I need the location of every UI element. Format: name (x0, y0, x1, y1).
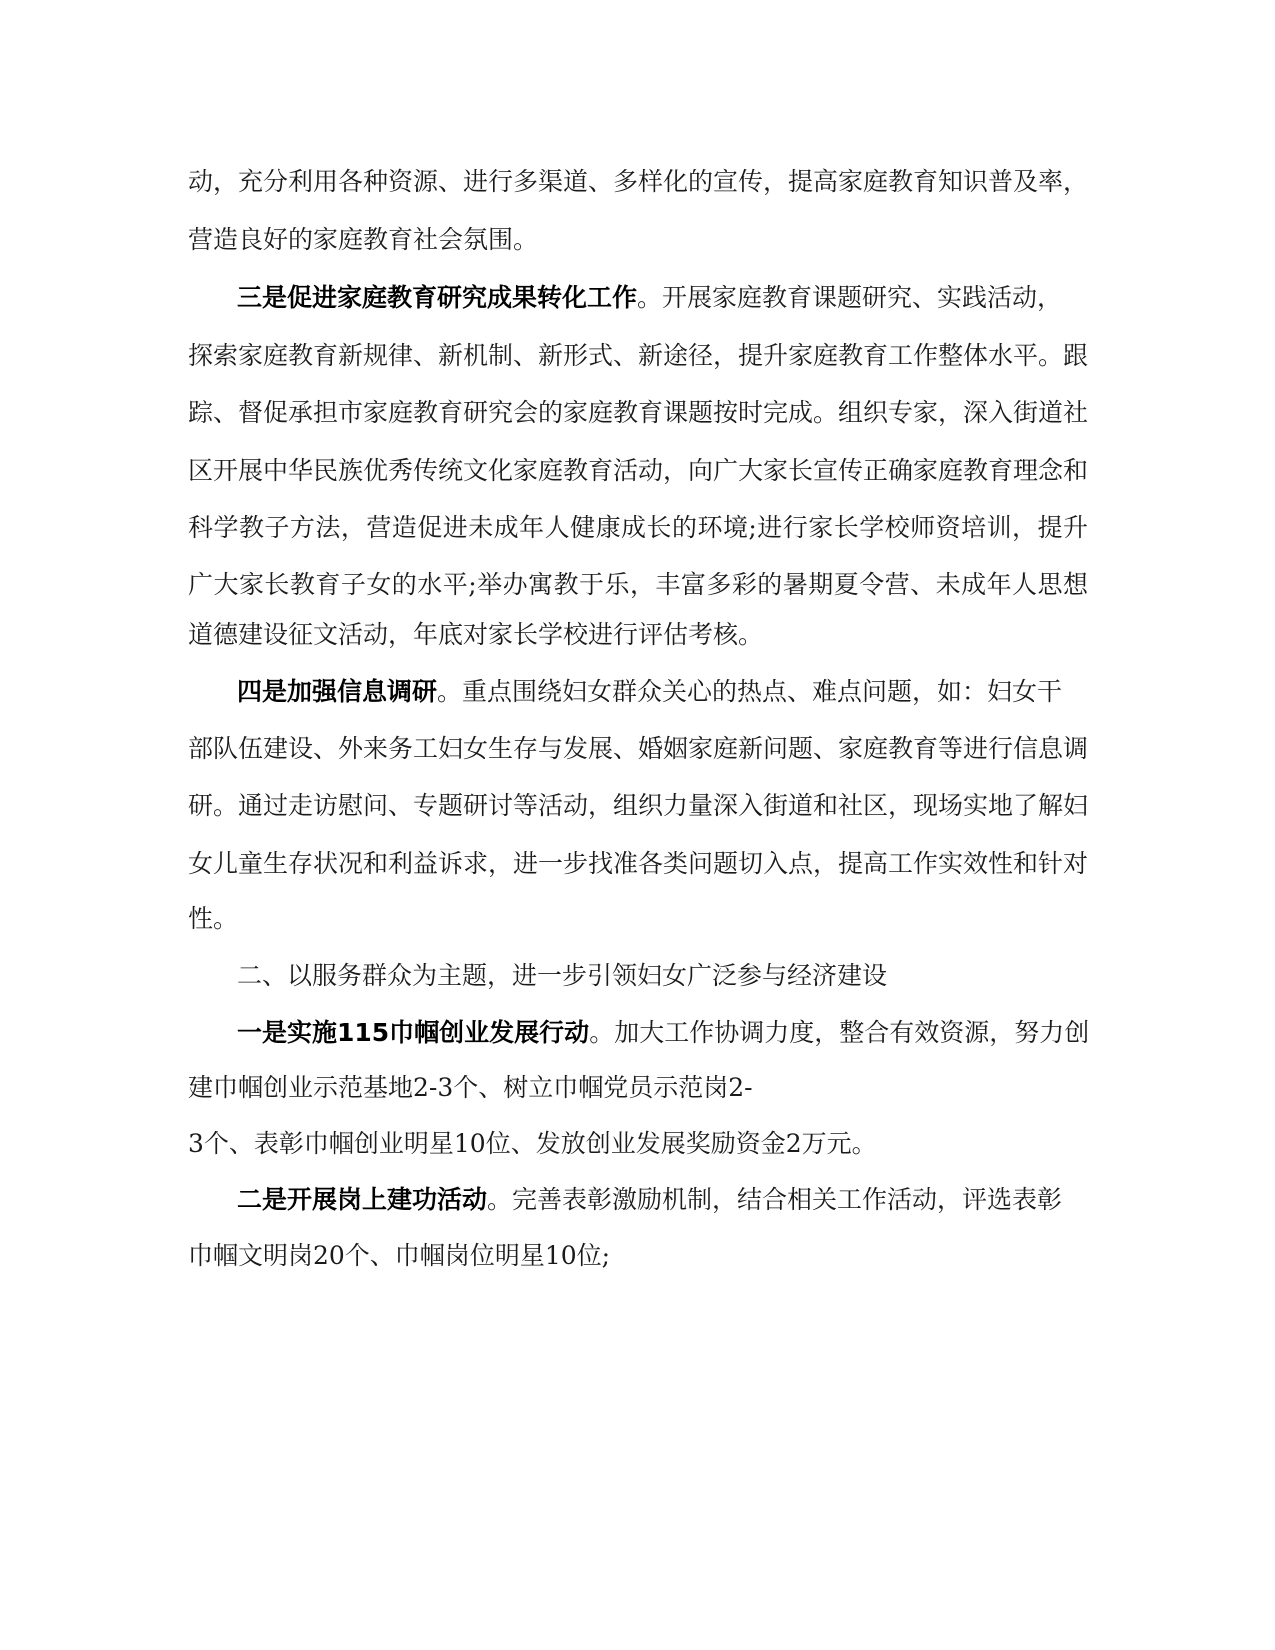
paragraph-heading: 二是开展岗上建功活动 (237, 1185, 488, 1214)
paragraph-line: 女儿童生存状况和利益诉求，进一步找准各类问题切入点，提高工作实效性和针对 (188, 849, 1089, 878)
paragraph-heading: 三是促进家庭教育研究成果转化工作 (237, 283, 638, 312)
paragraph-first-line (237, 662, 1137, 722)
paragraph-line: 部队伍建设、外来务工妇女生存与发展、婚姻家庭新问题、家庭教育等进行信息调 (188, 734, 1089, 763)
paragraph-text: 。加大工作协调力度，整合有效资源，努力创 (589, 1018, 1090, 1047)
paragraph-heading: 四是加强信息调研 (237, 677, 438, 706)
paragraph-text: 。开展家庭教育课题研究、实践活动， (637, 283, 1063, 312)
section-title: 二、以服务群众为主题，进一步引领妇女广泛参与经济建设 (237, 961, 888, 990)
paragraph-text: 。重点围绕妇女群众关心的热点、难点问题，如：妇女干 (437, 677, 1063, 706)
paragraph-line: 建巾帼创业示范基地2-3个、树立巾帼党员示范岗2- (188, 1073, 753, 1102)
paragraph-line: 道德建设征文活动，年底对家长学校进行评估考核。 (188, 620, 764, 649)
paragraph-first-line (237, 1003, 1137, 1063)
paragraph-first-line (237, 268, 1137, 328)
paragraph-line: 区开展中华民族优秀传统文化家庭教育活动，向广大家长宣传正确家庭教育理念和 (188, 456, 1089, 485)
paragraph-line: 研。通过走访慰问、专题研讨等活动，组织力量深入街道和社区，现场实地了解妇 (188, 791, 1089, 820)
paragraph-line: 性。 (188, 904, 239, 933)
paragraph-line: 探索家庭教育新规律、新机制、新形式、新途径，提升家庭教育工作整体水平。跟 (188, 341, 1089, 370)
paragraph-first-line (237, 1170, 1137, 1230)
paragraph-line: 广大家长教育子女的水平;举办寓教于乐，丰富多彩的暑期夏令营、未成年人思想 (188, 570, 1088, 599)
paragraph-line: 科学教子方法，营造促进未成年人健康成长的环境;进行家长学校师资培训，提升 (188, 513, 1088, 542)
paragraph-heading: 一是实施115巾帼创业发展行动 (237, 1018, 590, 1047)
paragraph-line: 营造良好的家庭教育社会氛围。 (188, 225, 539, 254)
paragraph-line: 巾帼文明岗20个、巾帼岗位明星10位; (188, 1241, 611, 1270)
paragraph-line: 踪、督促承担市家庭教育研究会的家庭教育课题按时完成。组织专家，深入街道社 (188, 398, 1089, 427)
paragraph-line: 3个、表彰巾帼创业明星10位、发放创业发展奖励资金2万元。 (188, 1129, 877, 1158)
paragraph-line: 动，充分利用各种资源、进行多渠道、多样化的宣传，提高家庭教育知识普及率， (188, 167, 1089, 196)
paragraph-text: 。完善表彰激励机制，结合相关工作活动，评选表彰 (487, 1185, 1063, 1214)
